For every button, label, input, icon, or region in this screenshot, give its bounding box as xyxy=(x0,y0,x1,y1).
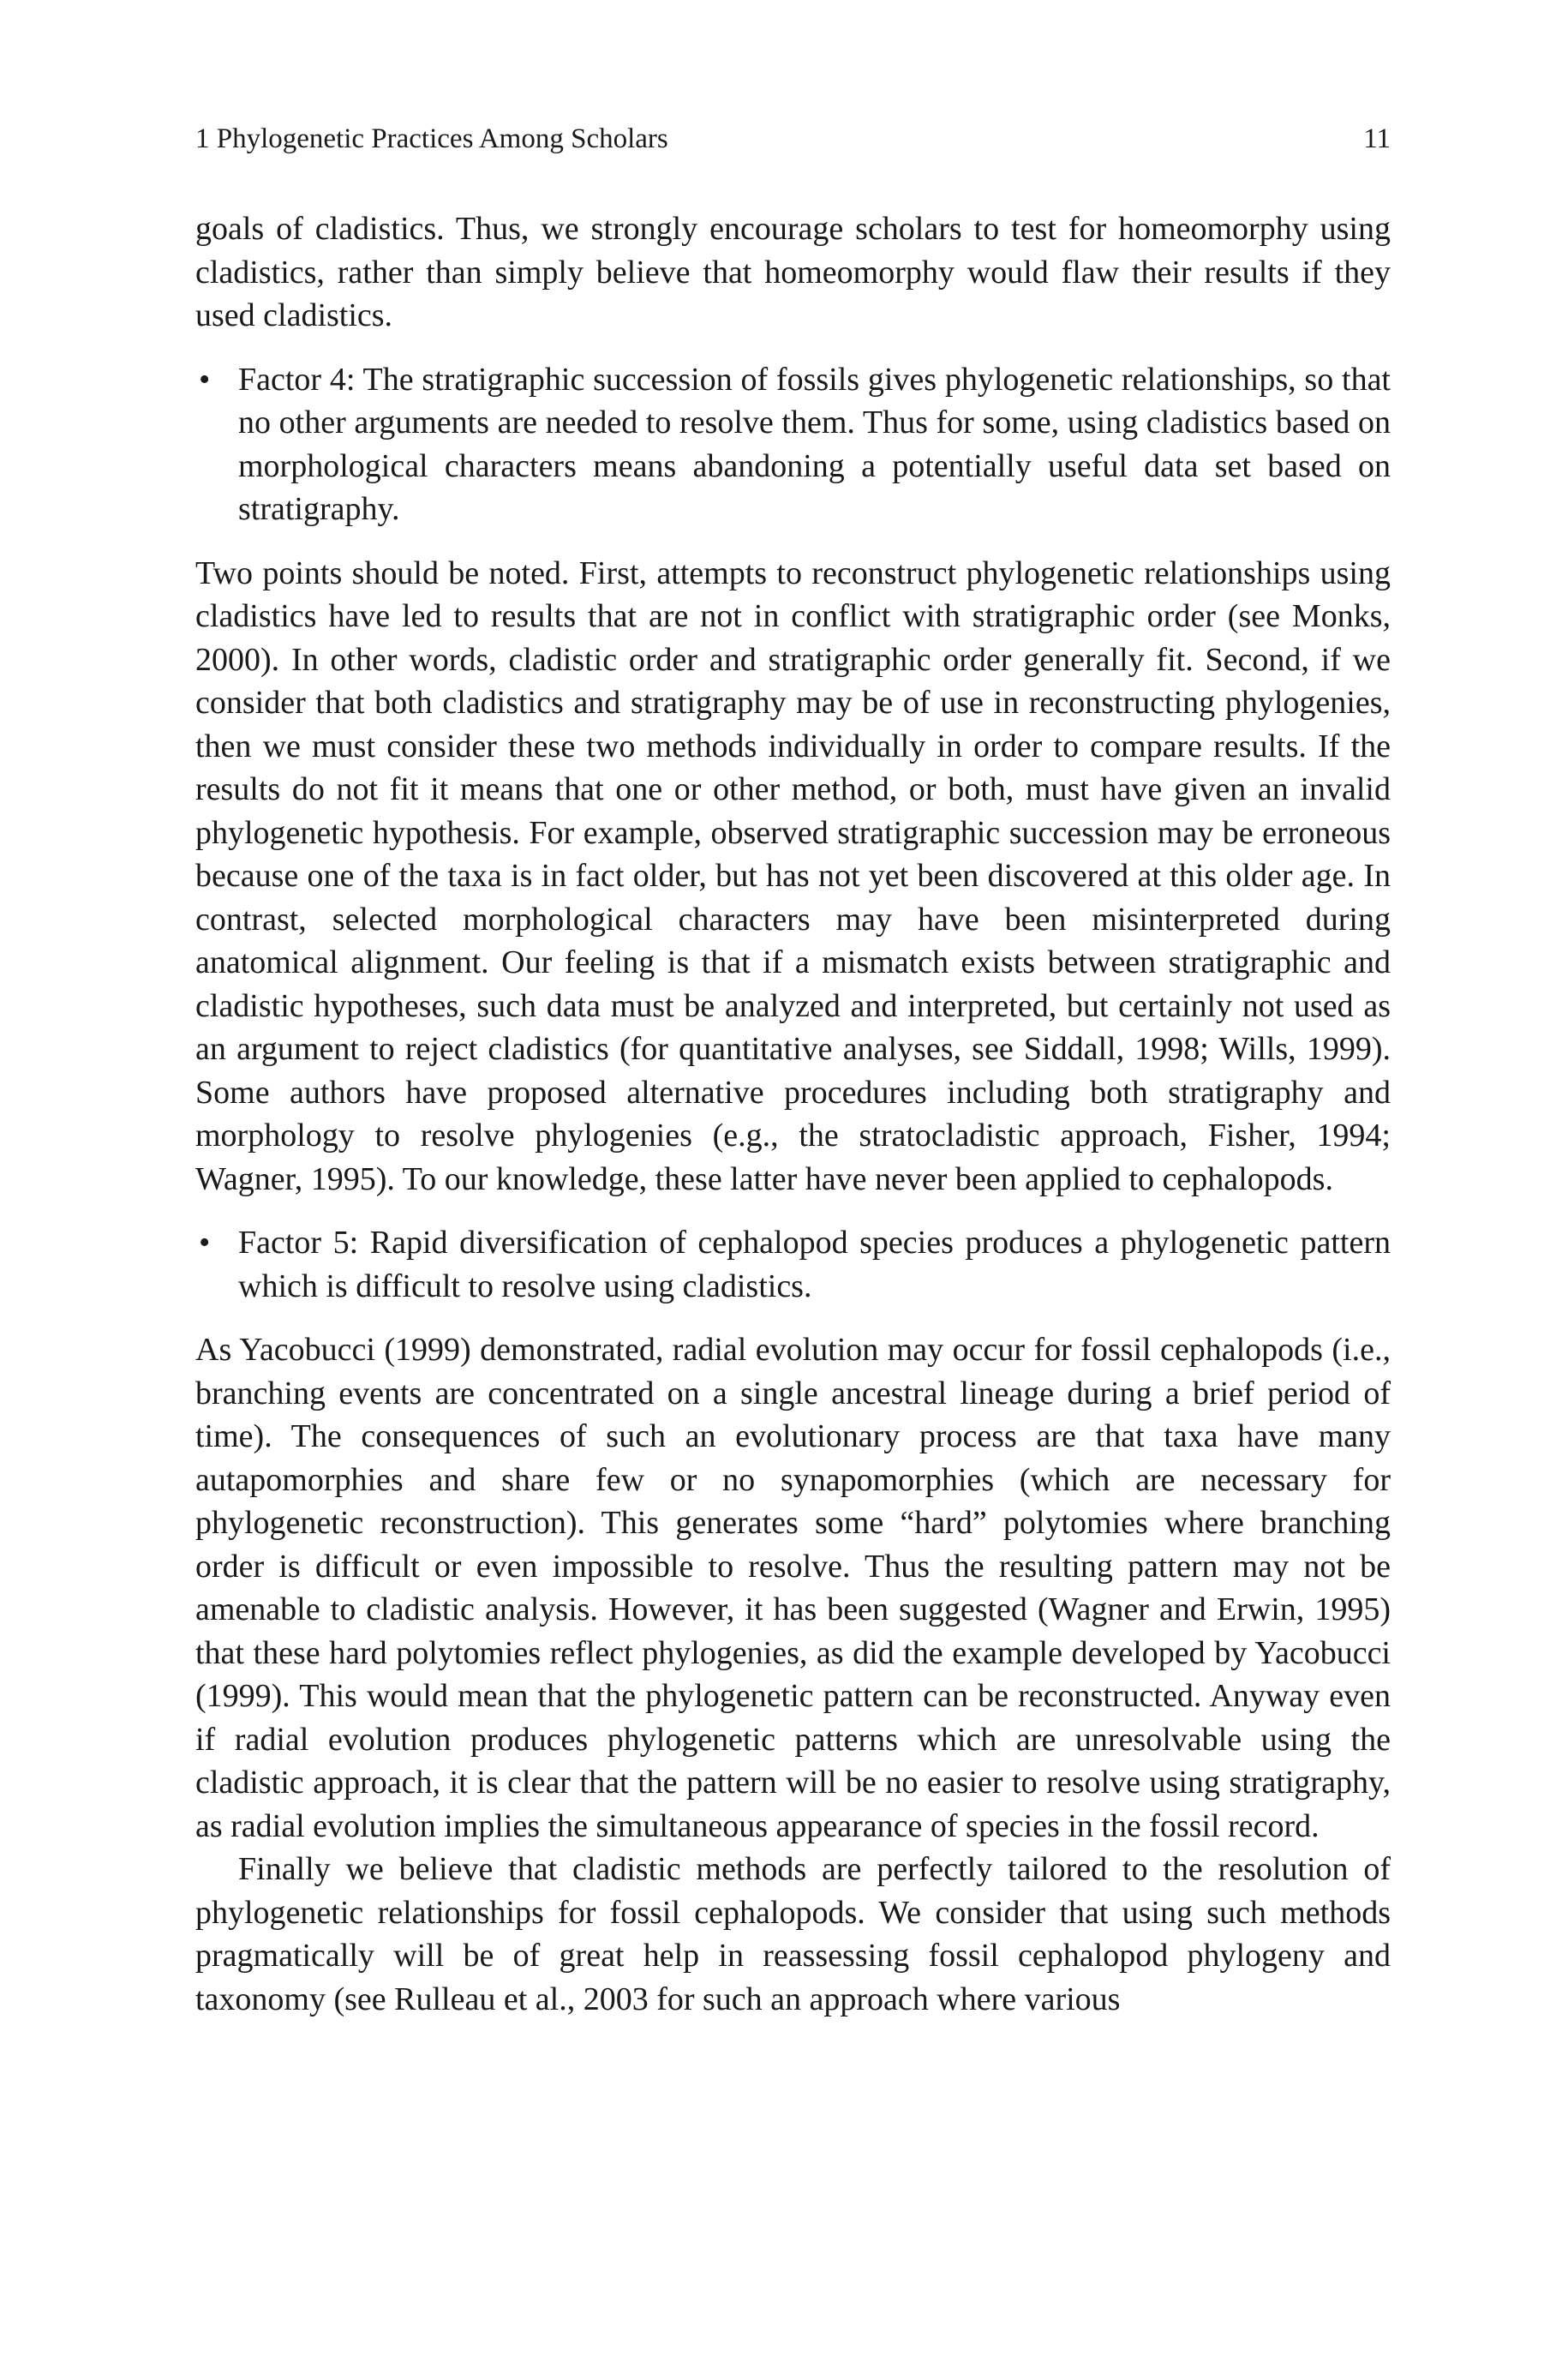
bullet-item-factor-4 xyxy=(195,358,1391,531)
paragraph-two-points: Two points should be noted. First, attempts to reconstruct phylogenetic relationships using cladistics have led to results that are not in conflict with stratigraphic order (see Monks, 2000). In other words, cladistic order and stratigraphic order generally fit. Second, if we consider that both cladistics and stratigraphy may be of use in reconstructing phylogenies, then we must consider these two methods individually in order to compare results. If the results do not fit it means that one or other method, or both, must have given an invalid phylogenetic hypothesis. For example, observed stratigraphic succession may be erroneous because one of the taxa is in fact older, but has not yet been discovered at this older age. In contrast, selected morphological characters may have been misinterpreted during anatomical alignment. Our feeling is that if a mismatch exists between stratigraphic and cladistic hypotheses, such data must be analyzed and interpreted, but certainly not used as an argument to reject cladistics (for quantitative analyses, see Siddall, 1998; Wills, 1999). Some authors have proposed alternative procedures including both stratigraphy and morphology to resolve phylogenies (e.g., the stratocladistic approach, Fisher, 1994; Wagner, 1995). To our knowledge, these latter have never been applied to cephalopods. xyxy=(195,554,1391,1197)
bullet-icon: • xyxy=(199,1225,211,1261)
bullet-item-factor-5 xyxy=(195,1221,1391,1308)
bullet-text-factor-4: Factor 4: The stratigraphic succession of fossils gives phylogenetic relationships, so that no other arguments are needed to resolve them. Thus for some, using cladistics based on morphological characters means abandoning a potentially useful data set based on stratigraphy. xyxy=(238,361,1391,527)
spacer xyxy=(195,531,1391,552)
book-page xyxy=(195,120,1391,2021)
paragraph-finally: Finally we believe that cladistic methods are perfectly tailored to the resolution of phylogenetic relationships for fossil cephalopods. We consider that using such methods pragmatically will be of great help in reassessing fossil cephalopod phylogeny and taxonomy (see Rulleau et al., 2003 for such an approach where various xyxy=(195,1851,1391,2017)
running-head xyxy=(195,120,1391,158)
paragraph-radial-evolution: As Yacobucci (1999) demonstrated, radial evolution may occur for fossil cephalopods (i.e., branching events are concentrated on a single ancestral lineage during a brief period of time). The consequences of such an evolutionary process are that taxa have many autapomorphies and share few or no synapomorphies (which are necessary for phylogenetic reconstruction). This generates some “hard” polytomies where branching order is difficult or even impossible to resolve. Thus the resulting pattern may not be amenable to cladistic analysis. However, it has been suggested (Wagner and Erwin, 1995) that these hard polytomies reflect phylogenies, as did the example developed by Yacobucci (1999). This would mean that the phylogenetic pattern can be reconstructed. Anyway even if radial evolution produces phylogenetic patterns which are unresolvable using the cladistic approach, it is clear that the pattern will be no easier to resolve using stratigraphy, as radial evolution implies the simultaneous appearance of species in the fossil record. xyxy=(195,1332,1391,1844)
spacer xyxy=(195,1201,1391,1221)
paragraph-homeomorphy-conclusion: goals of cladistics. Thus, we strongly encourage scholars to test for homeomorphy using cladistics, rather than simply believe that homeomorphy would flaw their results if they used cladistics. xyxy=(195,211,1391,333)
spacer xyxy=(195,1308,1391,1328)
bullet-icon: • xyxy=(199,361,211,398)
page-number: 11 xyxy=(1363,123,1391,154)
bullet-text-factor-5: Factor 5: Rapid diversification of cephalopod species produces a phylogenetic pattern which is difficult to resolve using cladistics. xyxy=(238,1225,1391,1304)
spacer xyxy=(195,338,1391,358)
running-title: 1 Phylogenetic Practices Among Scholars xyxy=(195,123,668,154)
